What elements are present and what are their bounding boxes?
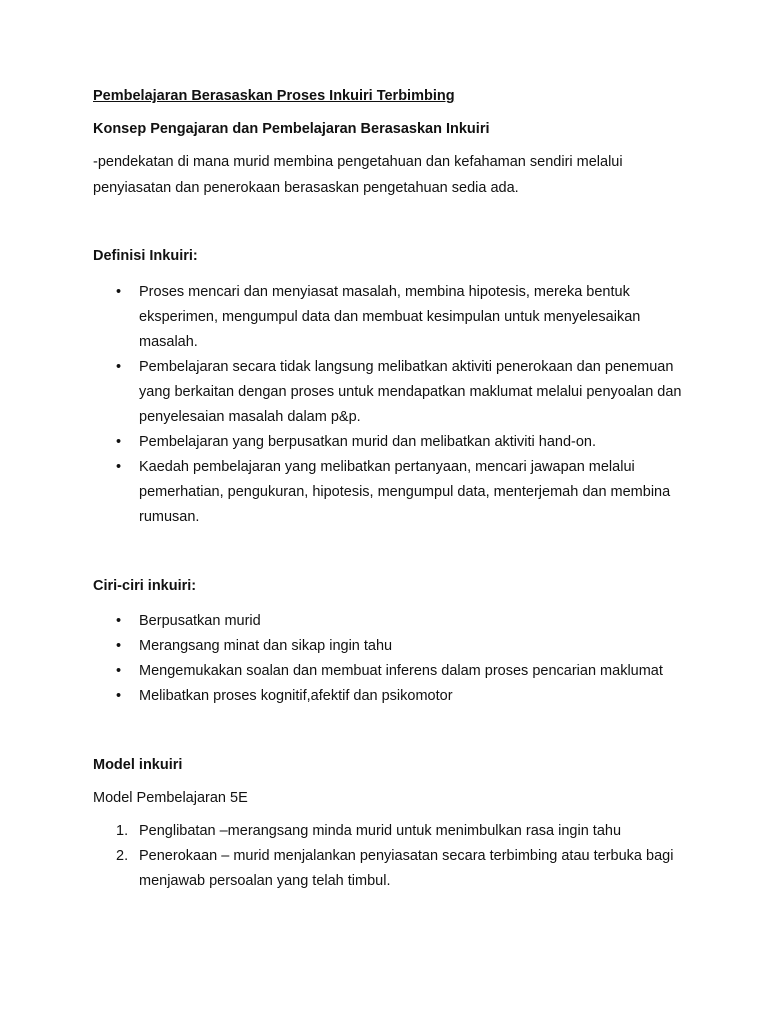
list-item-text: Pembelajaran yang berpusatkan murid dan melibatkan aktiviti hand-on. <box>139 434 597 450</box>
list-item <box>93 280 693 355</box>
bullet-marker: • <box>116 459 122 475</box>
bullet-marker: • <box>116 434 122 450</box>
list-item <box>93 430 693 455</box>
list-item-text: Merangsang minat dan sikap ingin tahu <box>139 638 393 654</box>
bullet-marker: • <box>116 359 122 375</box>
list-item <box>93 455 693 530</box>
bullet-marker: • <box>116 613 122 629</box>
spacer <box>93 530 693 574</box>
list-item-text: Pembelajaran secara tidak langsung melibatkan aktiviti penerokaan dan penemuan yang berkaitan dengan proses untuk mendapatkan maklumat melalui penyoalan dan penyelesaian masalah dalam p&p. <box>139 359 682 425</box>
model-subheading: Model Pembelajaran 5E <box>93 790 248 806</box>
characteristics-list <box>93 609 693 709</box>
list-item <box>93 609 693 634</box>
spacer <box>93 709 693 753</box>
list-item-text: Kaedah pembelajaran yang melibatkan pertanyaan, mencari jawapan melalui pemerhatian, pengukuran, hipotesis, mengumpul data, menterjemah dan membina rumusan. <box>139 459 671 525</box>
list-item-text: Proses mencari dan menyiasat masalah, membina hipotesis, mereka bentuk eksperimen, mengumpul data dan membuat kesimpulan untuk menyelesaikan masalah. <box>139 284 641 350</box>
spacer <box>93 201 693 244</box>
list-item <box>93 819 693 844</box>
list-item-text: Berpusatkan murid <box>139 613 261 629</box>
number-marker: 2. <box>116 848 129 864</box>
list-item-text: Penerokaan – murid menjalankan penyiasatan secara terbimbing atau terbuka bagi menjawab persoalan yang telah timbul. <box>139 848 674 889</box>
concept-heading: Konsep Pengajaran dan Pembelajaran Berasaskan Inkuiri <box>93 121 490 137</box>
list-item <box>93 844 693 894</box>
list-item-text: Mengemukakan soalan dan membuat inferens dalam proses pencarian maklumat <box>139 663 663 679</box>
list-item <box>93 355 693 430</box>
list-item <box>93 634 693 659</box>
model-heading: Model inkuiri <box>93 757 183 773</box>
characteristics-heading: Ciri-ciri inkuiri: <box>93 578 197 594</box>
document-title: Pembelajaran Berasaskan Proses Inkuiri Terbimbing <box>93 88 455 104</box>
bullet-marker: • <box>116 663 122 679</box>
concept-text: -pendekatan di mana murid membina pengetahuan dan kefahaman sendiri melalui penyiasatan dan penerokaan berasaskan pengetahuan sedia ada. <box>93 154 623 196</box>
model-list <box>93 819 693 894</box>
list-item-text: Penglibatan –merangsang minda murid untuk menimbulkan rasa ingin tahu <box>139 823 622 839</box>
list-item <box>93 684 693 709</box>
bullet-marker: • <box>116 688 122 704</box>
number-marker: 1. <box>116 823 129 839</box>
definition-list <box>93 280 693 530</box>
definition-heading: Definisi Inkuiri: <box>93 248 198 264</box>
list-item-text: Melibatkan proses kognitif,afektif dan psikomotor <box>139 688 453 704</box>
bullet-marker: • <box>116 284 122 300</box>
document-page <box>93 84 693 894</box>
list-item <box>93 659 693 684</box>
bullet-marker: • <box>116 638 122 654</box>
